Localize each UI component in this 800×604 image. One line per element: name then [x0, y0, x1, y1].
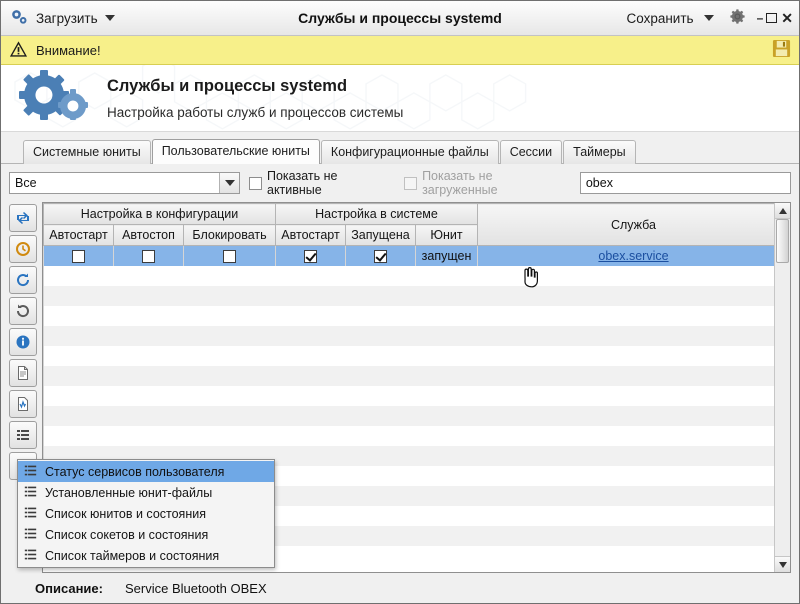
search-input-value: obex: [585, 176, 613, 190]
cell-sys-autostart[interactable]: [276, 246, 346, 267]
warning-triangle-icon: [9, 40, 28, 61]
filter-combo-chevron-down-icon[interactable]: [219, 173, 239, 193]
description-value: Service Bluetooth OBEX: [124, 580, 267, 596]
undo-history-icon[interactable]: [9, 235, 37, 263]
context-menu-item-label: Статус сервисов пользователя: [45, 464, 225, 479]
filter-bar: [1, 164, 799, 202]
title-bar-left: [1, 7, 115, 30]
service-link[interactable]: obex.service: [598, 249, 669, 263]
window-title: Службы и процессы systemd: [298, 10, 502, 26]
reload-icon[interactable]: [9, 266, 37, 294]
table-row[interactable]: [44, 246, 790, 267]
cell-cfg-autostop[interactable]: [114, 246, 184, 267]
column-header-sys-running[interactable]: Запущена: [346, 225, 416, 246]
table-row[interactable]: [44, 426, 790, 446]
context-menu-item-label: Список юнитов и состояния: [45, 506, 206, 521]
description-label: Описание:: [35, 580, 103, 596]
log-icon[interactable]: [9, 390, 37, 418]
load-menu-label[interactable]: Загрузить: [36, 10, 98, 26]
table-row[interactable]: [44, 406, 790, 426]
group-header-config: Настройка в конфигурации: [44, 204, 276, 225]
context-menu-item-sockets-list[interactable]: [18, 524, 274, 545]
column-header-sys-autostart[interactable]: Автостарт: [276, 225, 346, 246]
app-gear-icon: [9, 7, 29, 30]
page-title: Службы и процессы systemd: [107, 76, 348, 95]
column-header-service[interactable]: Служба: [478, 204, 790, 246]
vertical-scrollbar[interactable]: [774, 203, 790, 572]
list-icon[interactable]: [9, 421, 37, 449]
warning-text: Внимание!: [36, 42, 101, 58]
search-input[interactable]: [580, 172, 791, 194]
table-row[interactable]: [44, 386, 790, 406]
context-menu-item-label: Список сокетов и состояния: [45, 527, 209, 542]
settings-gear-icon[interactable]: [728, 7, 747, 29]
table-row[interactable]: [44, 286, 790, 306]
cfg-autostart-checkbox[interactable]: [72, 250, 85, 263]
cell-sys-running[interactable]: [346, 246, 416, 267]
cfg-autostop-checkbox[interactable]: [142, 250, 155, 263]
list-icon: [24, 506, 37, 522]
floppy-save-icon[interactable]: [772, 39, 791, 61]
save-menu-label[interactable]: Сохранить: [626, 10, 694, 26]
show-inactive-label: Показать не активные: [267, 169, 338, 197]
header-texts: [107, 77, 403, 120]
title-bar: [1, 1, 799, 36]
info-icon[interactable]: [9, 328, 37, 356]
list-icon: [24, 485, 37, 501]
sys-autostart-checkbox[interactable]: [304, 250, 317, 263]
title-bar-right: [626, 7, 799, 29]
cfg-block-checkbox[interactable]: [223, 250, 236, 263]
table-row[interactable]: [44, 306, 790, 326]
cell-unit: запущен: [416, 246, 478, 267]
tab-system-units[interactable]: Системные юниты: [23, 140, 151, 164]
refresh-icon[interactable]: [9, 204, 37, 232]
context-menu-item-user-services-status[interactable]: [18, 461, 274, 482]
document-icon[interactable]: [9, 359, 37, 387]
column-header-cfg-autostop[interactable]: Автостоп: [114, 225, 184, 246]
scroll-down-arrow-icon[interactable]: [775, 556, 790, 572]
tab-user-units[interactable]: Пользовательские юниты: [152, 139, 320, 164]
tab-config-files[interactable]: Конфигурационные файлы: [321, 140, 499, 164]
show-inactive-checkbox[interactable]: [249, 169, 395, 197]
context-menu-item-label: Установленные юнит-файлы: [45, 485, 213, 500]
tab-bar: [1, 132, 799, 164]
context-menu-item-label: Список таймеров и состояния: [45, 548, 220, 563]
context-menu-item-units-list[interactable]: [18, 503, 274, 524]
group-header-system: Настройка в системе: [276, 204, 478, 225]
column-header-unit[interactable]: Юнит: [416, 225, 478, 246]
page-header: [1, 65, 799, 132]
cell-service[interactable]: [478, 246, 790, 267]
gears-icon: [17, 69, 91, 128]
sys-running-checkbox[interactable]: [374, 250, 387, 263]
load-menu-chevron-down-icon[interactable]: [105, 15, 115, 21]
list-icon: [24, 464, 37, 480]
revert-icon[interactable]: [9, 297, 37, 325]
show-unloaded-box: [404, 177, 417, 190]
scrollbar-thumb[interactable]: [776, 219, 789, 263]
tab-timers[interactable]: Таймеры: [563, 140, 636, 164]
show-unloaded-label: Показать не загруженные: [422, 169, 498, 197]
window-controls: [756, 10, 793, 26]
save-menu-chevron-down-icon[interactable]: [704, 15, 714, 21]
minimize-button[interactable]: –: [756, 11, 763, 25]
page-subtitle: Настройка работы служб и процессов системы: [107, 104, 404, 120]
cell-cfg-block[interactable]: [184, 246, 276, 267]
context-menu-item-installed-unit-files[interactable]: [18, 482, 274, 503]
list-icon: [24, 548, 37, 564]
context-menu[interactable]: [17, 459, 275, 568]
show-unloaded-checkbox: [404, 169, 571, 197]
show-inactive-box[interactable]: [249, 177, 262, 190]
list-icon: [24, 527, 37, 543]
close-button[interactable]: ✕: [781, 10, 793, 26]
group-header-row: [44, 204, 790, 225]
cell-cfg-autostart[interactable]: [44, 246, 114, 267]
table-row[interactable]: [44, 326, 790, 346]
tab-sessions[interactable]: Сессии: [500, 140, 562, 164]
column-header-cfg-block[interactable]: Блокировать: [184, 225, 276, 246]
warning-bar: [1, 36, 799, 65]
table-row[interactable]: [44, 346, 790, 366]
context-menu-item-timers-list[interactable]: [18, 545, 274, 566]
scroll-up-arrow-icon[interactable]: [775, 203, 790, 219]
filter-combo[interactable]: [9, 172, 240, 194]
table-row[interactable]: [44, 366, 790, 386]
column-header-cfg-autostart[interactable]: Автостарт: [44, 225, 114, 246]
table-row[interactable]: [44, 266, 790, 286]
status-bar: [1, 573, 799, 603]
maximize-button[interactable]: [766, 13, 777, 23]
filter-combo-value: Все: [15, 176, 37, 190]
